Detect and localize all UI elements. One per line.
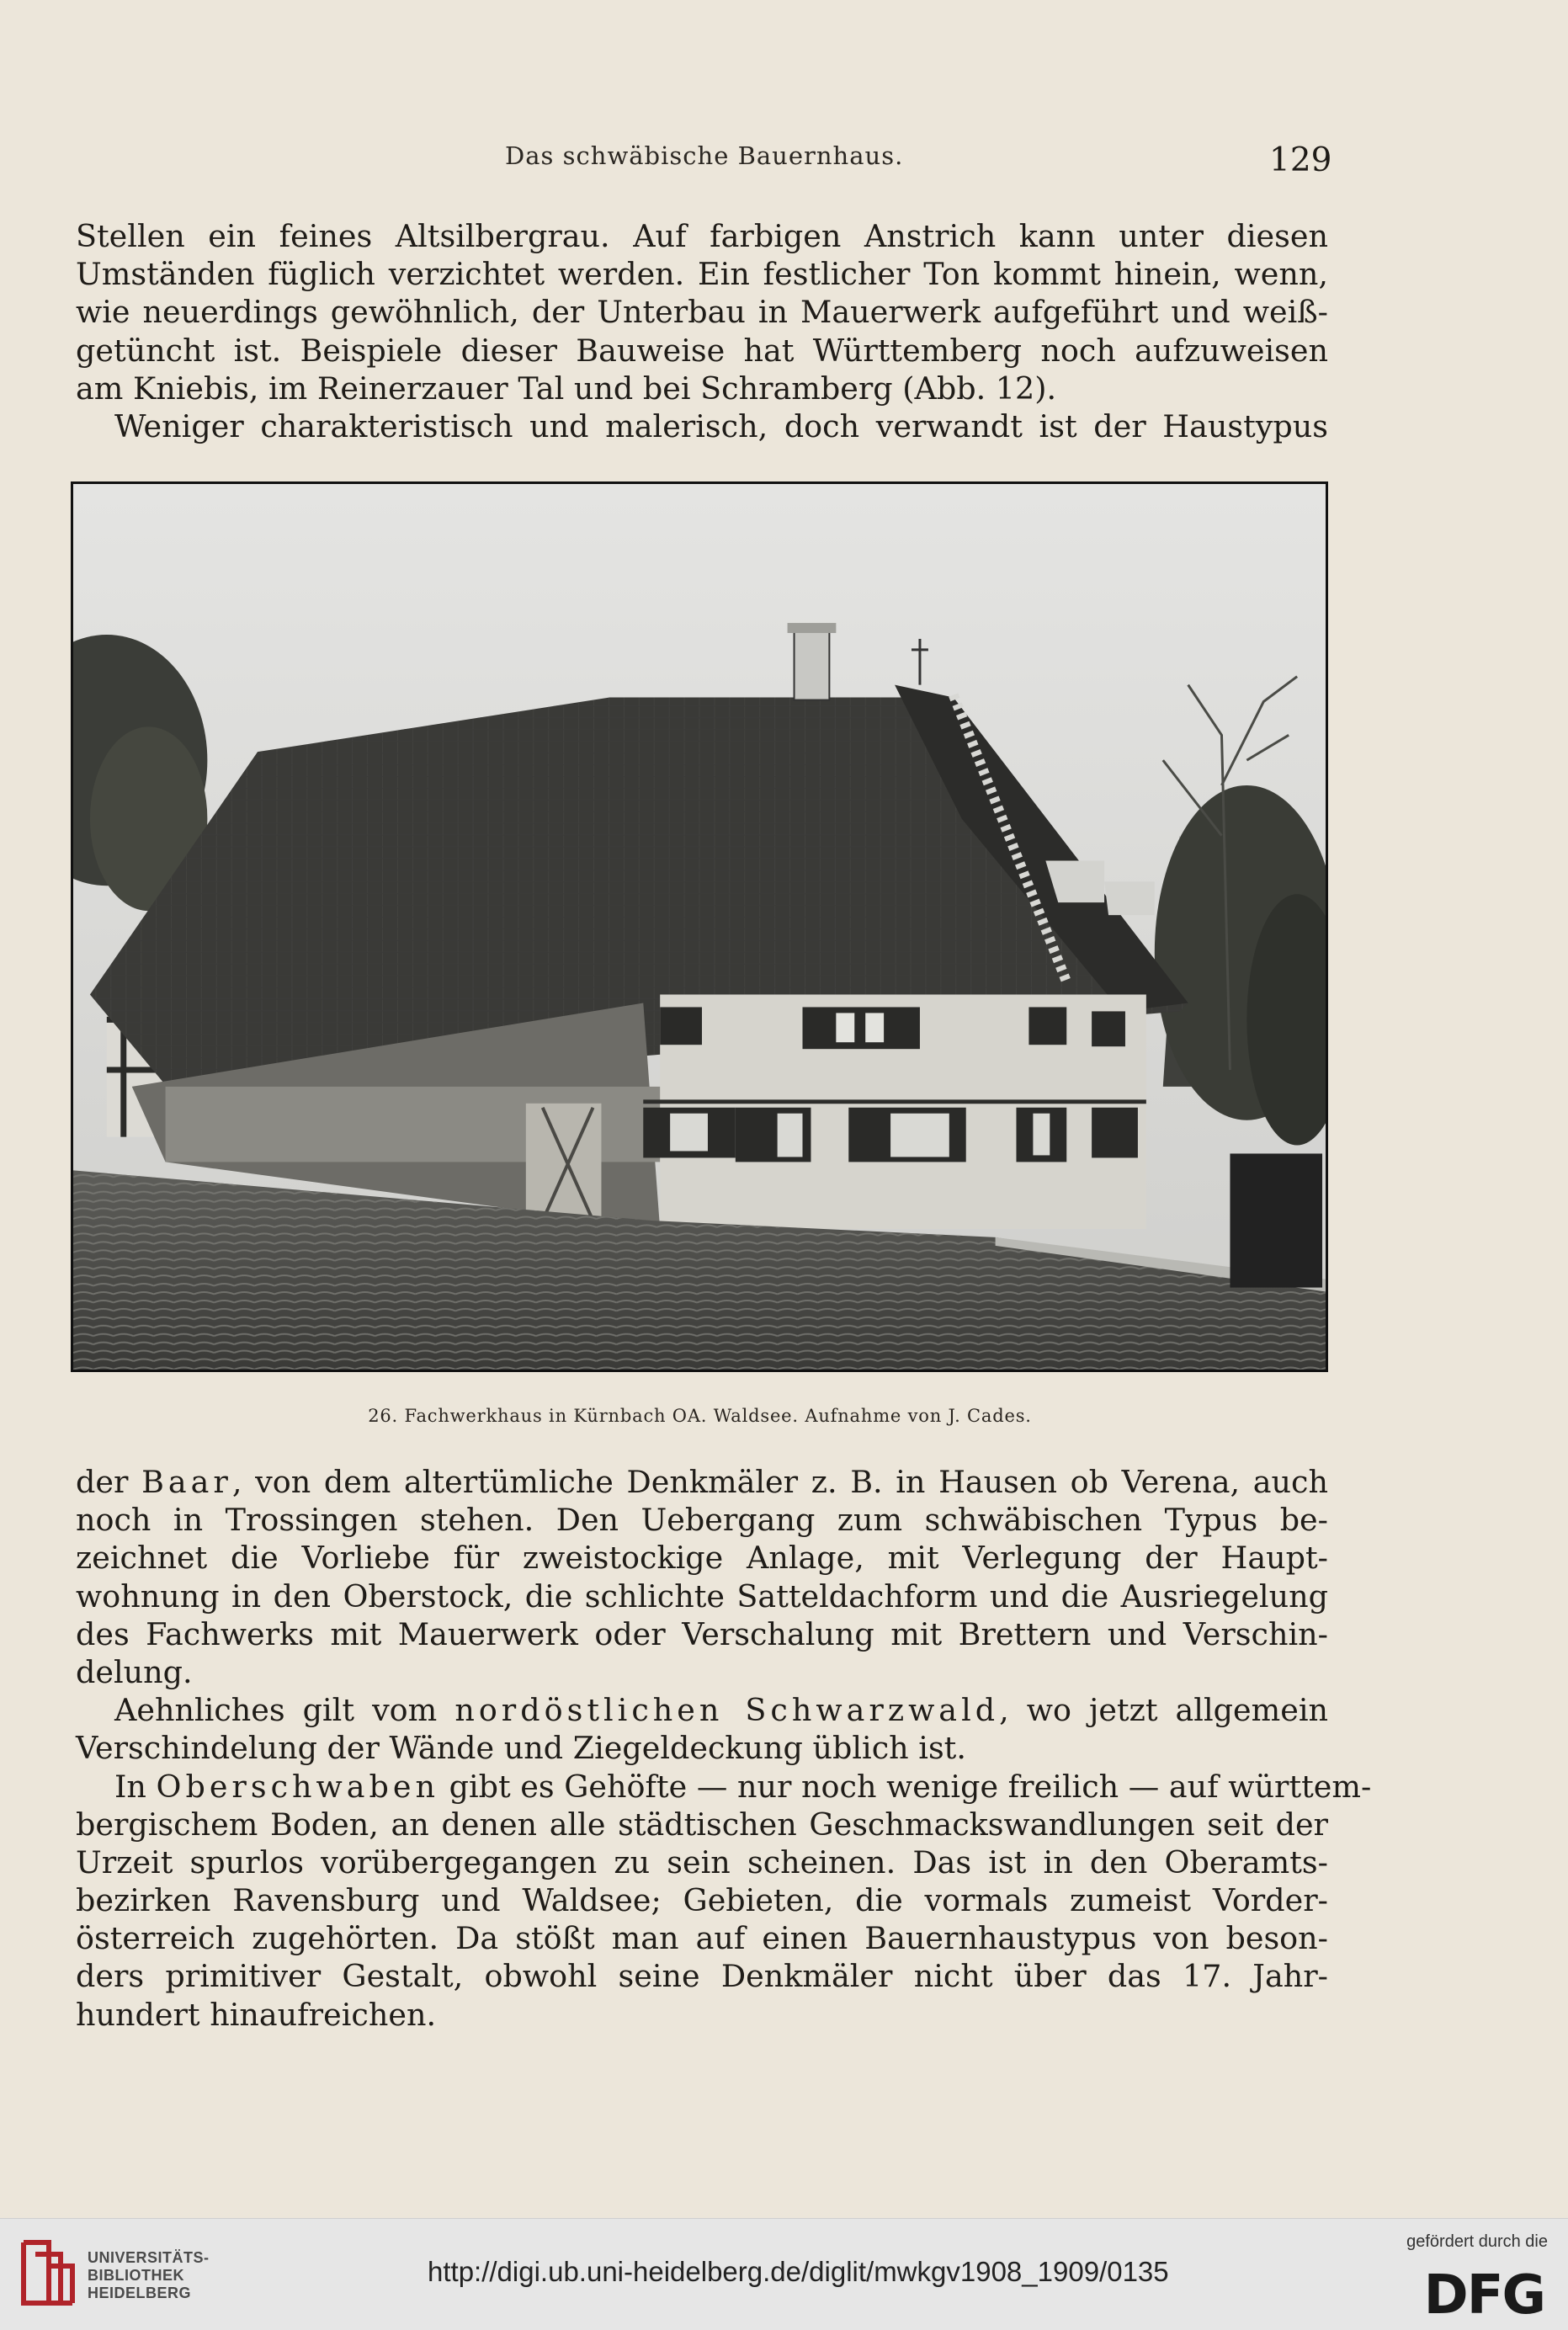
text-line: hundert hinaufreichen.: [76, 1996, 437, 2033]
text-line: bergischem Boden, an denen alle städtischen Geschmackswandlungen seit der: [76, 1806, 1328, 1843]
place-name-spaced: nordöstlichen Schwarzwald: [454, 1692, 1000, 1729]
place-name-spaced: Oberschwaben: [156, 1768, 440, 1805]
text-line: ders primitiver Gestalt, obwohl seine Denkmäler nicht über das 17. Jahr-: [76, 1958, 1328, 1995]
dfg-logo: DFG: [1423, 2264, 1544, 2327]
figure-photograph: [71, 481, 1328, 1372]
text-span: der: [76, 1464, 142, 1500]
funding-label: gefördert durch die: [1406, 2232, 1548, 2251]
text-line: am Kniebis, im Reinerzauer Tal und bei Schramberg (Abb. 12).: [76, 370, 1057, 407]
text-line: noch in Trossingen stehen. Den Uebergang zum schwäbischen Typus be-: [76, 1502, 1328, 1539]
body-text-bottom: [76, 1463, 1372, 2034]
text-line: wohnung in den Oberstock, die schlichte Satteldachform und die Ausriegelung: [76, 1577, 1328, 1615]
library-name: [88, 2249, 210, 2302]
page-number: 129: [1269, 141, 1332, 179]
library-name-line: UNIVERSITÄTS-: [88, 2249, 210, 2266]
text-line: österreich zugehörten. Da stößt man auf einen Bauernhaustypus von beson-: [76, 1920, 1328, 1957]
text-line: bezirken Ravensburg und Waldsee; Gebieten, die vormals zumeist Vorder-: [76, 1882, 1328, 1919]
viewer-footer: [0, 2218, 1568, 2330]
text-span: , von dem altertümliche Denkmäler z. B. in Hausen ob Verena, auch: [231, 1464, 1328, 1500]
text-line: Stellen ein feines Altsilbergrau. Auf farbigen Anstrich kann unter diesen: [76, 218, 1328, 254]
text-line: wie neuerdings gewöhnlich, der Unterbau in Mauerwerk aufgeführt und weiß-: [76, 294, 1328, 331]
text-line: des Fachwerks mit Mauerwerk oder Verschalung mit Brettern und Verschin-: [76, 1615, 1328, 1652]
running-head: Das schwäbische Bauernhaus.: [505, 141, 904, 170]
text-span: Aehnliches gilt vom: [114, 1692, 455, 1729]
university-library-logo-icon: [19, 2236, 79, 2310]
library-name-line: HEIDELBERG: [88, 2285, 192, 2301]
place-name-spaced: Baar: [141, 1464, 232, 1500]
body-text-top: [76, 217, 1328, 445]
text-line: delung.: [76, 1653, 193, 1690]
text-line: [76, 1768, 1372, 1806]
text-line: Urzeit spurlos vorübergegangen zu sein scheinen. Das ist in den Oberamts-: [76, 1843, 1328, 1880]
text-line: zeichnet die Vorliebe für zweistockige Anlage, mit Verlegung der Haupt-: [76, 1540, 1328, 1577]
text-line: Weniger charakteristisch und malerisch, doch verwandt ist der Haustypus: [114, 407, 1328, 444]
text-span: gibt es Gehöfte — nur noch wenige freilich — auf württem-: [439, 1768, 1372, 1805]
text-line: [76, 1463, 1328, 1501]
farmhouse-photo: [73, 484, 1326, 1370]
permalink-url[interactable]: http://digi.ub.uni-heidelberg.de/diglit/mwkgv1908_1909/0135: [428, 2256, 1169, 2287]
text-line: [76, 1691, 1328, 1729]
text-line: Umständen füglich verzichtet werden. Ein festlicher Ton kommt hinein, wenn,: [76, 256, 1328, 293]
figure-caption: 26. Fachwerkhaus in Kürnbach OA. Waldsee. Aufnahme von J. Cades.: [368, 1406, 1032, 1426]
text-line: getüncht ist. Beispiele dieser Bauweise hat Württemberg noch aufzuweisen: [76, 332, 1328, 369]
text-line: Verschindelung der Wände und Ziegeldeckung üblich ist.: [76, 1730, 966, 1767]
text-span: In: [114, 1768, 157, 1805]
library-name-line: BIBLIOTHEK: [88, 2267, 184, 2284]
text-span: , wo jetzt allgemein: [999, 1692, 1328, 1729]
